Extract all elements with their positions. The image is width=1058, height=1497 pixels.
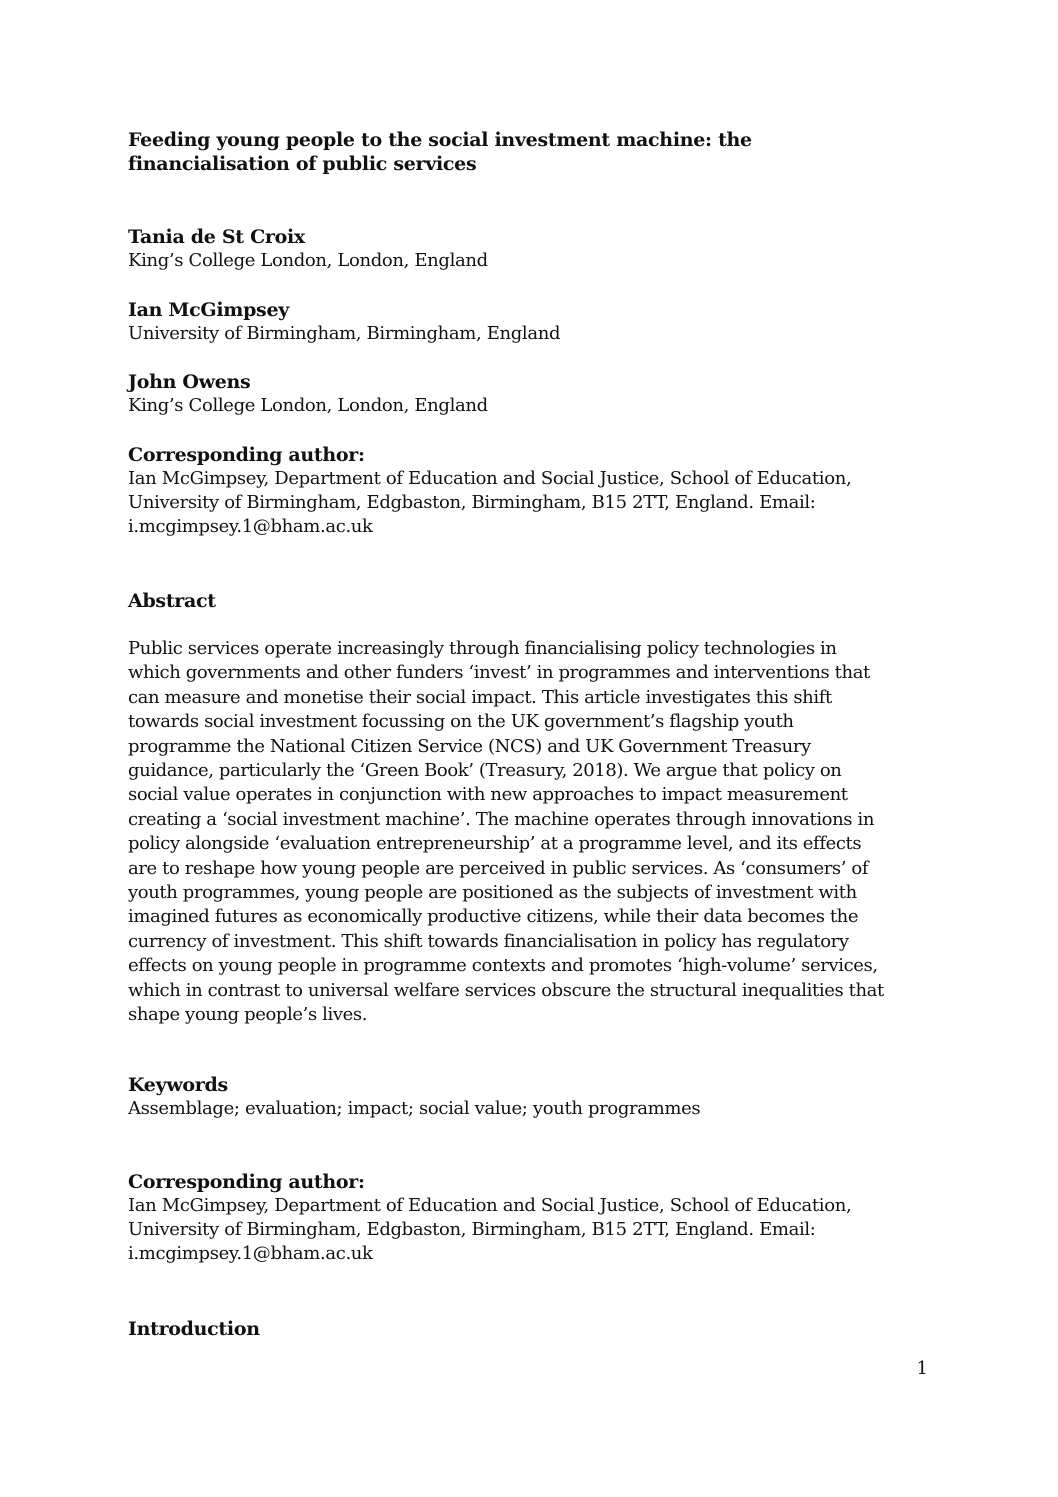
abstract-line: currency of investment. This shift towards financialisation in policy has regulatory (128, 930, 849, 952)
abstract-line: policy alongside ‘evaluation entrepreneurship’ at a programme level, and its effects (128, 833, 862, 855)
abstract-line: are to reshape how young people are perceived in public services. As ‘consumers’ of (128, 857, 869, 879)
author-block (128, 298, 560, 346)
author-block (128, 225, 488, 273)
abstract-line: imagined futures as economically productive citizens, while their data becomes the (128, 906, 859, 928)
corresponding-author-block (128, 1170, 851, 1266)
keywords-text: Assemblage; evaluation; impact; social value; youth programmes (128, 1098, 701, 1119)
abstract-heading: Abstract (128, 590, 216, 612)
abstract-line: social value operates in conjunction with new approaches to impact measurement (128, 784, 848, 806)
abstract-line: which governments and other funders ‘invest’ in programmes and interventions that (128, 662, 870, 684)
corresponding-author-heading: Corresponding author: (128, 1171, 365, 1193)
title-line: Feeding young people to the social investment machine: the (128, 129, 752, 151)
keywords-heading: Keywords (128, 1074, 228, 1096)
abstract-line: creating a ‘social investment machine’. The machine operates through innovations in (128, 808, 875, 830)
corresponding-author-email: i.mcgimpsey.1@bham.ac.uk (128, 516, 373, 537)
page-number: 1 (916, 1358, 928, 1379)
abstract-line: which in contrast to universal welfare services obscure the structural inequalities that (128, 979, 884, 1001)
abstract-line: Public services operate increasingly through financialising policy technologies in (128, 638, 837, 659)
author-affiliation: King’s College London, London, England (128, 250, 488, 271)
abstract-line: can measure and monetise their social impact. This article investigates this shift (128, 686, 832, 708)
abstract-line: youth programmes, young people are positioned as the subjects of investment with (128, 882, 857, 904)
corresponding-author-heading: Corresponding author: (128, 444, 365, 466)
corresponding-author-line: Ian McGimpsey, Department of Education and Social Justice, School of Education, (128, 468, 852, 489)
corresponding-author-line: University of Birmingham, Edgbaston, Birmingham, B15 2TT, England. Email: (128, 492, 816, 513)
author-name: John Owens (128, 371, 251, 393)
abstract-line: towards social investment focussing on the UK government’s flagship youth (128, 711, 794, 733)
keywords-block (128, 1073, 700, 1121)
abstract-line: guidance, particularly the ‘Green Book’ (Treasury, 2018). We argue that policy on (128, 760, 842, 782)
title-line: financialisation of public services (128, 153, 477, 175)
corresponding-author-block (128, 443, 851, 539)
abstract-line: programme the National Citizen Service (NCS) and UK Government Treasury (128, 735, 811, 757)
author-block (128, 370, 488, 418)
corresponding-author-line: University of Birmingham, Edgbaston, Birmingham, B15 2TT, England. Email: (128, 1219, 816, 1240)
introduction-heading: Introduction (128, 1318, 260, 1340)
author-affiliation: University of Birmingham, Birmingham, England (128, 323, 561, 344)
abstract-line: effects on young people in programme contexts and promotes ‘high-volume’ services, (128, 955, 878, 977)
abstract-body (128, 637, 938, 1028)
corresponding-author-line: Ian McGimpsey, Department of Education and Social Justice, School of Education, (128, 1195, 852, 1216)
paper-title (128, 128, 848, 176)
corresponding-author-email: i.mcgimpsey.1@bham.ac.uk (128, 1243, 373, 1264)
author-affiliation: King’s College London, London, England (128, 395, 488, 416)
author-name: Tania de St Croix (128, 226, 305, 248)
author-name: Ian McGimpsey (128, 299, 289, 321)
abstract-line: shape young people’s lives. (128, 1004, 368, 1026)
